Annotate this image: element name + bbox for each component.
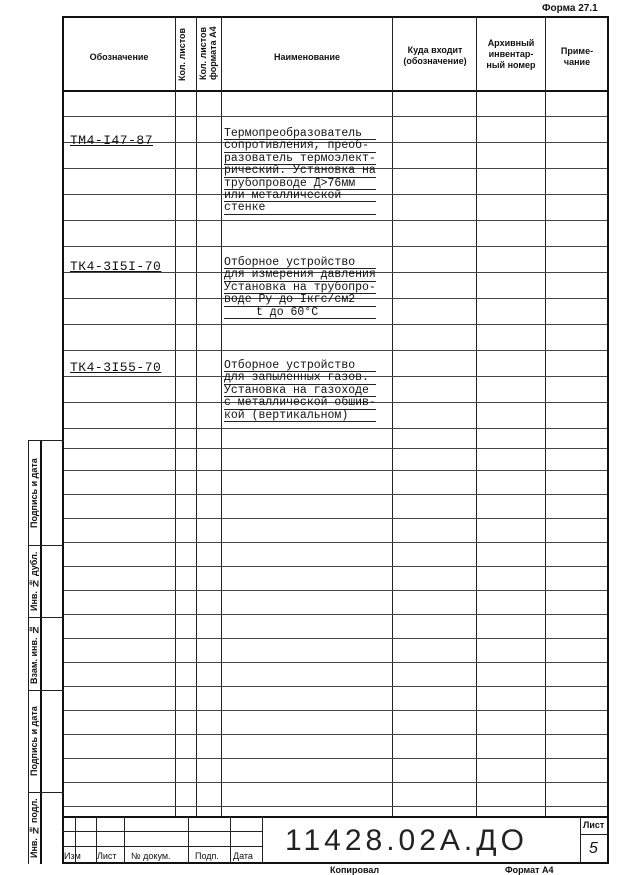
row-line (64, 638, 607, 639)
stamp-row-line (62, 831, 262, 832)
sheet-number: 5 (589, 840, 598, 857)
doc-number: 11428.02А.ДО (285, 824, 528, 857)
side-label-signature-date-2: Подпись и дата (29, 706, 39, 777)
row-name-line: воде Ру до Ікгс/см2 (224, 294, 376, 306)
header-note (547, 46, 607, 68)
row-line (64, 428, 607, 429)
stamp-col (188, 816, 189, 863)
header-designation: Обозначение (89, 52, 149, 62)
stamp-col-list: Лист (97, 851, 117, 861)
side-line (28, 440, 64, 441)
header-divider (62, 90, 609, 92)
row-name-line: для измерения давления (224, 268, 376, 282)
row-name-line: рический. Установка на (224, 164, 376, 178)
side-line (28, 617, 64, 618)
row-line (64, 590, 607, 591)
row-code: ТМ4-І47-87 (70, 133, 154, 148)
side-label-replaced-inv: Взам. инв. № (29, 624, 39, 684)
side-line (28, 792, 64, 793)
stamp-col (124, 816, 125, 863)
row-line (64, 116, 607, 117)
row-line (64, 686, 607, 687)
frame-right (607, 16, 609, 864)
header-archive-line3: ный номер (486, 60, 536, 70)
header-sheet-count: Кол. листов (177, 27, 187, 81)
row-line (64, 566, 607, 567)
row-line (64, 324, 607, 325)
stamp-col-izm: Изм (64, 851, 81, 861)
row-line (64, 220, 607, 221)
sheet-label: Лист (583, 820, 605, 830)
col-sep-1 (175, 16, 176, 816)
row-name-line: Термопреобразователь (224, 128, 376, 140)
col-sep-3 (221, 16, 222, 816)
row-name-line: трубопроводе Д>76мм (224, 178, 376, 190)
row-line (64, 470, 607, 471)
header-used-in-line1: Куда входит (407, 45, 463, 55)
stamp-col (230, 816, 231, 863)
row-line (64, 542, 607, 543)
row-name-line: разователь термоэлект- (224, 151, 376, 165)
row-line (64, 350, 607, 351)
row-name-line: или металлической (224, 190, 376, 202)
row-line (64, 806, 607, 807)
side-line (28, 545, 64, 546)
header-used-in (394, 45, 476, 67)
form-label: Форма 27.1 (542, 3, 598, 14)
row-name-line: стенке (224, 202, 376, 214)
row-line (64, 710, 607, 711)
header-archive-line1: Архивный (487, 38, 535, 48)
row-name-line: Отборное устройство (224, 257, 376, 269)
col-sep-2 (196, 16, 197, 816)
row-line (64, 782, 607, 783)
row-line (64, 494, 607, 495)
row-name-line: Установка на трубопро- (224, 280, 376, 294)
header-a4-count (198, 20, 220, 86)
row-name (224, 360, 376, 422)
row-name-line: для запыленных газов. (224, 372, 376, 384)
side-line (28, 690, 64, 691)
row-line (64, 614, 607, 615)
side-label-orig-inv: Инв. № подл. (29, 798, 39, 858)
header-a4-line1: Кол. листов (198, 26, 208, 80)
row-line (64, 246, 607, 247)
footer-format: Формат А4 (505, 865, 554, 875)
row-name-line: Отборное устройство (224, 360, 376, 372)
header-a4-line2: формата А4 (208, 26, 218, 80)
header-used-in-line2: (обозначение) (403, 56, 467, 66)
frame-top (62, 16, 609, 18)
header-archive (478, 38, 544, 71)
side-label-signature-date: Подпись и дата (29, 458, 39, 528)
side-label-dup-inv: Инв. № дубл. (29, 551, 39, 612)
stamp-col (262, 816, 263, 863)
row-name-line: сопротивления, преоб- (224, 140, 376, 152)
stamp-col-date: Дата (233, 851, 253, 861)
header-name: Наименование (273, 52, 341, 62)
side-frame-left (40, 440, 42, 864)
row-name-line: кой (вертикальном) (224, 410, 376, 422)
row-name-line: с металлической обшив- (224, 396, 376, 410)
header-note-line1: Приме- (560, 46, 594, 56)
row-name-line: Установка на газоходе (224, 385, 376, 397)
row-name (224, 257, 376, 319)
stamp-col (580, 816, 581, 863)
col-sep-5 (476, 16, 477, 816)
header-archive-line2: инвентар- (488, 49, 534, 59)
frame-bottom (62, 862, 609, 864)
row-name-line: t до 60°С (224, 307, 376, 319)
stamp-col-docnum: № докум. (131, 851, 171, 861)
stamp-sheet-line (580, 834, 608, 835)
row-line (64, 518, 607, 519)
row-code: ТК4-3І55-70 (70, 360, 162, 375)
stamp-top (62, 816, 609, 818)
row-name (224, 128, 376, 215)
row-line (64, 758, 607, 759)
header-note-line2: чание (563, 57, 591, 67)
stamp-row-line (62, 846, 262, 847)
col-sep-4 (392, 16, 393, 816)
row-line (64, 448, 607, 449)
stamp-col-sign: Подп. (195, 851, 219, 861)
row-line (64, 662, 607, 663)
footer-copied: Копировал (330, 865, 380, 875)
row-code: ТК4-3І5І-70 (70, 259, 162, 274)
col-sep-6 (545, 16, 546, 816)
row-line (64, 734, 607, 735)
